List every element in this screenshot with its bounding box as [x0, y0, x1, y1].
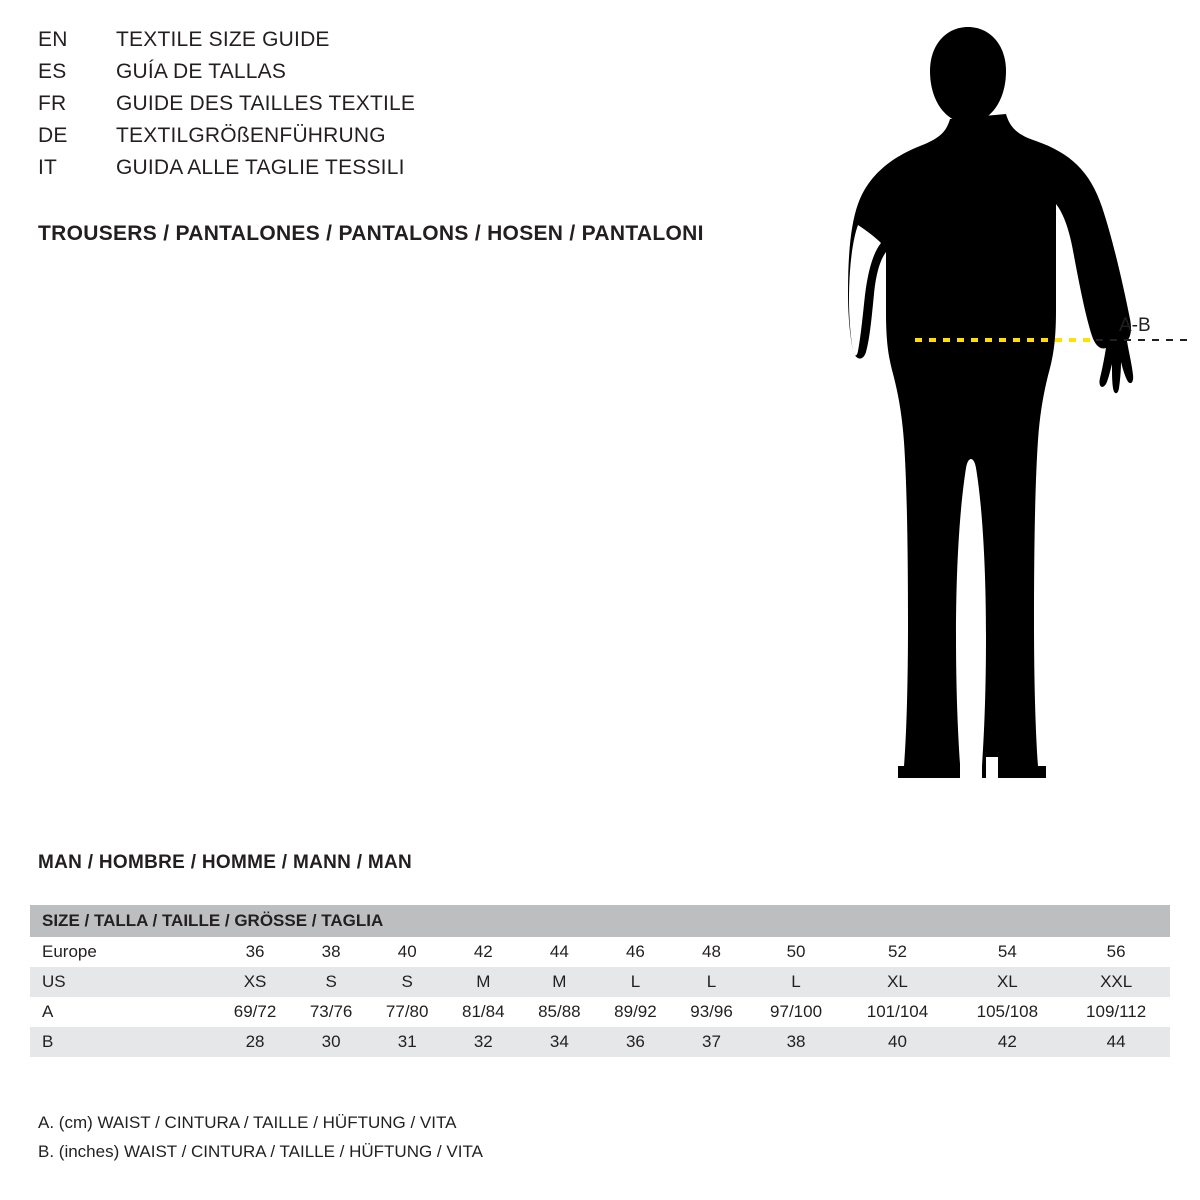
figure-illustration: [800, 15, 1200, 805]
table-cell: M: [552, 972, 567, 991]
footnote-a: A. (cm) WAIST / CINTURA / TAILLE / HÜFTUNG / VITA: [38, 1113, 457, 1132]
table-cell: 36: [625, 1032, 645, 1051]
table-cell: XXL: [1100, 972, 1133, 991]
table-cell: XL: [996, 972, 1018, 991]
table-cell: 44: [1106, 1032, 1126, 1051]
table-section-title: MAN / HOMBRE / HOMME / MANN / MAN: [38, 852, 413, 873]
table-cell: 77/80: [385, 1002, 429, 1021]
table-cell: M: [476, 972, 491, 991]
table-cell: 97/100: [770, 1002, 823, 1021]
table-cell: 48: [702, 942, 721, 961]
footnotes: [38, 1108, 483, 1166]
table-cell: 54: [997, 942, 1017, 961]
table-cell: 56: [1106, 942, 1126, 961]
table-cell: 31: [397, 1032, 417, 1051]
table-cell: 40: [888, 1032, 907, 1051]
table-row: [30, 997, 1170, 1027]
table-cell: 32: [473, 1032, 493, 1051]
table-header-row: [30, 905, 1170, 937]
language-code: FR: [38, 92, 67, 115]
row-label: B: [42, 1032, 54, 1051]
table-cell: XS: [243, 972, 267, 991]
table-cell: 81/84: [462, 1002, 505, 1021]
table-cell: 46: [625, 942, 645, 961]
garment-type-title: TROUSERS / PANTALONES / PANTALONS / HOSEN / PANTALONI: [38, 222, 704, 245]
language-row: [38, 28, 798, 60]
table-cell: 93/96: [690, 1002, 733, 1021]
row-label: A: [42, 1002, 54, 1021]
table-cell: 42: [997, 1032, 1017, 1051]
table-cell: L: [706, 972, 717, 991]
table-cell: L: [791, 972, 801, 991]
table-cell: S: [401, 972, 413, 991]
table-row: [30, 967, 1170, 997]
language-row: [38, 92, 798, 124]
table-cell: 44: [549, 942, 569, 961]
man-silhouette-icon: [800, 15, 1200, 805]
language-row: [38, 124, 798, 156]
table-cell: 28: [245, 1032, 265, 1051]
row-label: Europe: [42, 942, 97, 961]
size-table: [30, 905, 1170, 1057]
table-cell: S: [325, 972, 337, 991]
table-cell: 109/112: [1086, 1002, 1147, 1021]
table-cell: 40: [397, 942, 417, 961]
language-row: [38, 156, 798, 188]
language-text: GUÍA DE TALLAS: [116, 60, 287, 83]
table-cell: 73/76: [309, 1002, 353, 1021]
table-cell: 37: [702, 1032, 721, 1051]
table-header-label: SIZE / TALLA / TAILLE / GRÖSSE / TAGLIA: [42, 911, 384, 930]
table-cell: 69/72: [233, 1002, 277, 1021]
table-cell: 52: [888, 942, 907, 961]
language-text: TEXTILE SIZE GUIDE: [116, 28, 330, 51]
language-row: [38, 60, 798, 92]
language-text: GUIDA ALLE TAGLIE TESSILI: [116, 156, 405, 179]
waist-measure-line: [900, 310, 1200, 370]
table-cell: 50: [786, 942, 806, 961]
table-cell: 85/88: [538, 1002, 581, 1021]
table-row: [30, 937, 1170, 967]
table-cell: 89/92: [614, 1002, 657, 1021]
table-cell: 34: [549, 1032, 569, 1051]
table-cell: 38: [786, 1032, 806, 1051]
language-text: TEXTILGRÖßENFÜHRUNG: [116, 124, 386, 147]
table-cell: 42: [473, 942, 493, 961]
table-cell: 105/108: [976, 1002, 1039, 1021]
row-label: US: [42, 972, 66, 991]
language-text: GUIDE DES TAILLES TEXTILE: [116, 92, 416, 115]
table-cell: 36: [245, 942, 265, 961]
language-list: [38, 28, 798, 188]
table-cell: XL: [887, 972, 908, 991]
language-code: EN: [38, 28, 68, 51]
measure-label-ab: A-B: [1119, 315, 1151, 336]
language-code: ES: [38, 60, 67, 83]
table-cell: 38: [321, 942, 341, 961]
table-row: [30, 1027, 1170, 1057]
table-cell: 30: [321, 1032, 341, 1051]
table-cell: L: [630, 972, 641, 991]
table-cell: 101/104: [866, 1002, 929, 1021]
language-code: DE: [38, 124, 68, 147]
language-code: IT: [38, 156, 58, 179]
footnote-b: B. (inches) WAIST / CINTURA / TAILLE / HÜFTUNG / VITA: [38, 1142, 483, 1161]
